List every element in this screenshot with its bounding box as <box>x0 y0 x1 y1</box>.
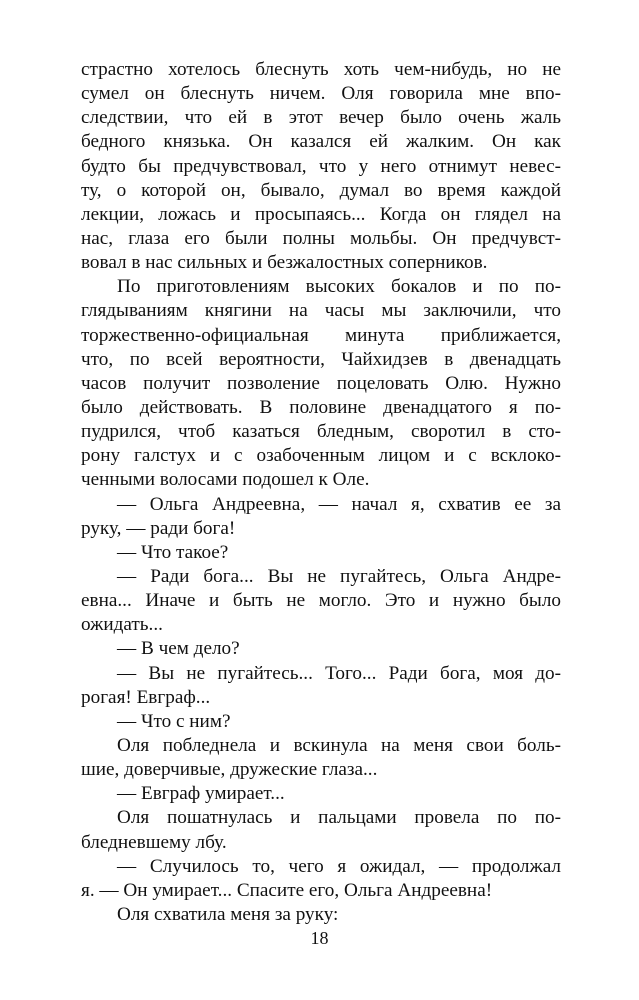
text-line: ченными волосами подошел к Оле. <box>81 469 370 491</box>
text-line: пудрился, чтоб казаться бледным, своротил в сто- <box>81 421 561 443</box>
text-line: ожидать... <box>81 614 163 636</box>
text-line: я. — Он умирает... Спасите его, Ольга Андреевна! <box>81 879 493 901</box>
text-line: торжественно-официальная минута приближается, <box>81 324 561 346</box>
text-line: руку, — ради бога! <box>81 517 236 539</box>
text-line: евна... Иначе и быть не могло. Это и нужно было <box>81 590 561 612</box>
text-line: часов получит позволение поцеловать Олю. Нужно <box>81 372 561 394</box>
page-number: 18 <box>310 928 329 948</box>
text-line: было действовать. В половине двенадцатого я по- <box>81 396 561 418</box>
text-line: — Ольга Андреевна, — начал я, схватив ее за <box>117 493 561 515</box>
text-line: шие, доверчивые, дружеские глаза... <box>81 759 378 781</box>
text-line: сумел он блеснуть ничем. Оля говорила мне впо- <box>81 83 561 105</box>
text-line: рону галстух и с озабоченным лицом и с всклоко- <box>81 445 561 467</box>
text-line: будто бы предчувствовал, что у него отнимут невес- <box>81 155 561 177</box>
text-line: — В чем дело? <box>117 638 240 660</box>
text-line: нас, глаза его были полны мольбы. Он предчувст- <box>81 227 561 249</box>
text-line: Оля побледнела и вскинула на меня свои боль- <box>117 734 561 756</box>
text-line: рогая! Евграф... <box>81 686 211 708</box>
text-line: Оля пошатнулась и пальцами провела по по- <box>117 807 561 829</box>
text-line: ту, о которой он, бывало, думал во время каждой <box>81 179 561 201</box>
text-line: лекции, ложась и просыпаясь... Когда он глядел на <box>81 203 561 225</box>
text-line: бедного князька. Он казался ей жалким. Он как <box>81 131 561 153</box>
text-line: — Что с ним? <box>117 710 231 732</box>
text-line: — Вы не пугайтесь... Того... Ради бога, моя до- <box>117 662 561 684</box>
text-line: страстно хотелось блеснуть хоть чем-нибудь, но не <box>81 59 561 80</box>
text-line: — Ради бога... Вы не пугайтесь, Ольга Андре- <box>117 565 561 587</box>
text-line: По приготовлениям высоких бокалов и по по- <box>117 276 561 298</box>
text-line: вовал в нас сильных и безжалостных соперников. <box>81 252 488 274</box>
text-line: следствии, что ей в этот вечер было очень жаль <box>81 107 561 129</box>
text-line: Оля схватила меня за руку: <box>117 903 339 925</box>
text-line: глядываниям княгини на часы мы заключили, что <box>81 300 561 322</box>
text-line: — Случилось то, чего я ожидал, — продолжал <box>117 855 561 877</box>
body-text <box>81 58 561 927</box>
text-line: — Что такое? <box>117 541 229 563</box>
text-line: что, по всей вероятности, Чайхидзев в двенадцать <box>81 348 561 370</box>
text-line: — Евграф умирает... <box>117 783 285 805</box>
text-line: бледневшему лбу. <box>81 831 227 853</box>
